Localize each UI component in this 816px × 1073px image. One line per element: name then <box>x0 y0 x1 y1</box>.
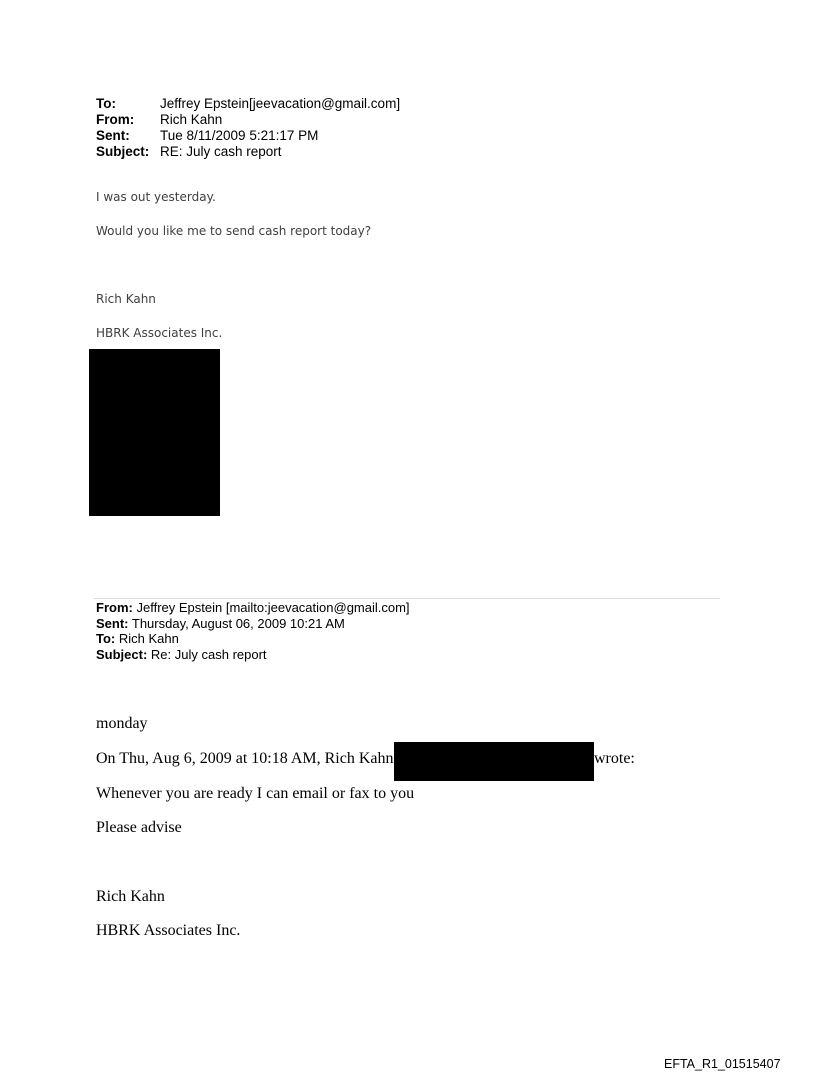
quoted-from-row <box>96 600 410 616</box>
subject-label: Subject: <box>96 144 150 159</box>
quoted-signature-name: Rich Kahn <box>96 888 165 905</box>
quoted-subject-label: Subject: <box>96 646 148 662</box>
signature-name: Rich Kahn <box>96 292 156 306</box>
document-id: EFTA_R1_01515407 <box>664 1057 781 1071</box>
to-row <box>96 96 400 112</box>
quoted-to-label: To: <box>96 631 116 646</box>
quoted-signature-company: HBRK Associates Inc. <box>96 922 241 939</box>
to-label: To: <box>96 96 116 111</box>
quote-divider <box>94 598 720 599</box>
signature-company: HBRK Associates Inc. <box>96 326 223 340</box>
sent-row <box>96 128 400 144</box>
subject-row <box>96 144 400 160</box>
subject-value: RE: July cash report <box>160 144 282 159</box>
redaction-box-email <box>394 742 594 781</box>
quoted-to-row <box>96 631 410 647</box>
from-row <box>96 112 400 128</box>
quoted-from-value: Jeffrey Epstein [mailto:jeevacation@gmail.com] <box>136 600 410 615</box>
quoted-subject-value: Re: July cash report <box>150 646 267 662</box>
body-line-1: I was out yesterday. <box>96 190 216 204</box>
redaction-box <box>89 349 220 516</box>
email-header <box>96 96 400 160</box>
quoted-to-value: Rich Kahn <box>118 631 179 646</box>
quoted-sent-row <box>96 616 410 632</box>
quoted-attribution-suffix: wrote: <box>594 750 635 767</box>
from-label: From: <box>96 112 135 127</box>
quoted-from-label: From: <box>96 600 133 615</box>
sent-value: Tue 8/11/2009 5:21:17 PM <box>160 128 319 143</box>
quoted-message-line-1: Whenever you are ready I can email or fax to you <box>96 785 415 802</box>
quoted-sent-label: Sent: <box>96 615 129 631</box>
quoted-header <box>96 600 410 662</box>
quoted-attribution-prefix: On Thu, Aug 6, 2009 at 10:18 AM, Rich Kahn <box>96 750 394 767</box>
quoted-subject-row <box>96 647 410 663</box>
quoted-sent-value: Thursday, August 06, 2009 10:21 AM <box>131 615 345 631</box>
from-value: Rich Kahn <box>160 112 223 127</box>
to-value: Jeffrey Epstein[jeevacation@gmail.com] <box>160 96 401 111</box>
sent-label: Sent: <box>96 128 130 143</box>
quoted-message-line-2: Please advise <box>96 819 182 836</box>
body-line-2: Would you like me to send cash report today? <box>96 224 372 238</box>
reply-text: monday <box>96 715 148 732</box>
